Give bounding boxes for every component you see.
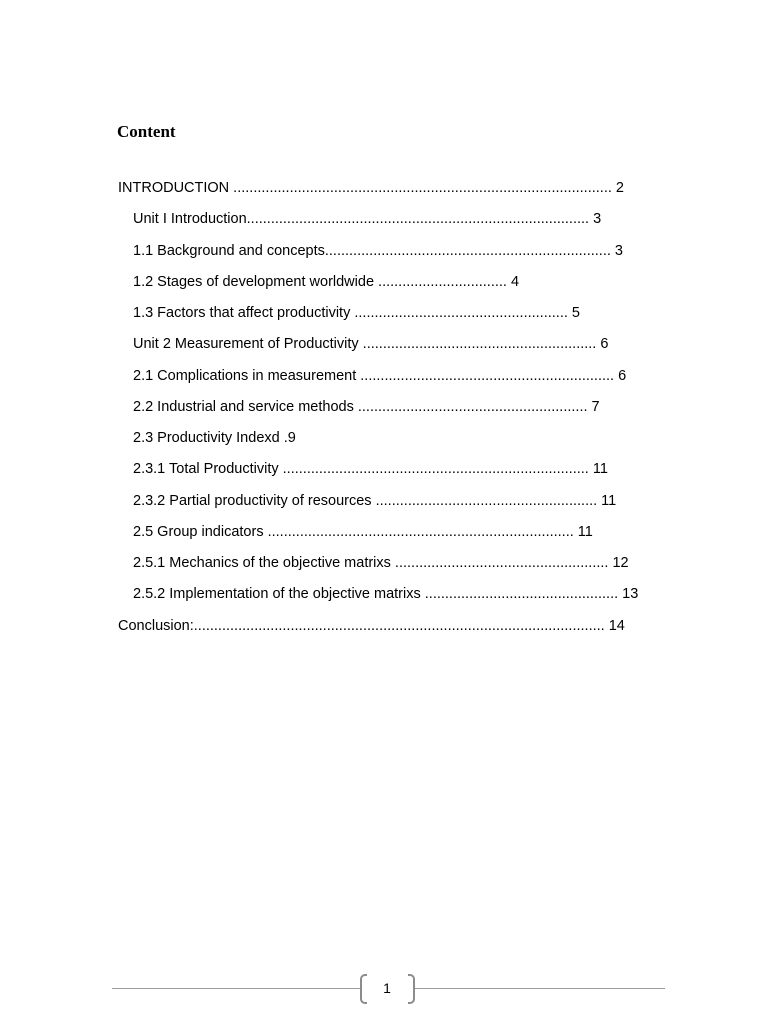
page-title: Content [117,122,176,141]
page-number: 1 [383,980,391,996]
toc-entry-unit-2: Unit 2 Measurement of Productivity .......................................................... 6 [133,336,609,352]
toc-entry-conclusion: Conclusion:...................................................................................................... 14 [118,618,625,634]
toc-entry-2-3-2: 2.3.2 Partial productivity of resources ....................................................... 11 [133,493,617,509]
toc-entry-2-1: 2.1 Complications in measurement ............................................................... 6 [133,368,627,384]
toc-entry-1-2: 1.2 Stages of development worldwide ................................ 4 [133,274,520,290]
toc-entry-2-3: 2.3 Productivity Indexd .9 [133,430,296,446]
toc-entry-introduction: INTRODUCTION .............................................................................................. 2 [118,180,624,196]
toc-entry-2-2: 2.2 Industrial and service methods ......................................................... 7 [133,399,600,415]
toc-entry-1-1: 1.1 Background and concepts....................................................................... 3 [133,243,623,259]
toc-entry-2-5-1: 2.5.1 Mechanics of the objective matrixs ..................................................... 12 [133,555,629,571]
toc-entry-1-3: 1.3 Factors that affect productivity ..................................................... 5 [133,305,580,321]
footer-rule-right [415,988,665,989]
toc-entry-2-5: 2.5 Group indicators ............................................................................ 11 [133,524,593,540]
toc-entry-2-5-2: 2.5.2 Implementation of the objective matrixs ................................................ 13 [133,586,639,602]
toc-entry-2-3-1: 2.3.1 Total Productivity ............................................................................ 11 [133,461,608,477]
footer-rule-left [112,988,362,989]
toc-entry-unit-1: Unit I Introduction..................................................................................... 3 [133,211,602,227]
left-bracket-icon [360,974,367,1004]
right-bracket-icon [408,974,415,1004]
